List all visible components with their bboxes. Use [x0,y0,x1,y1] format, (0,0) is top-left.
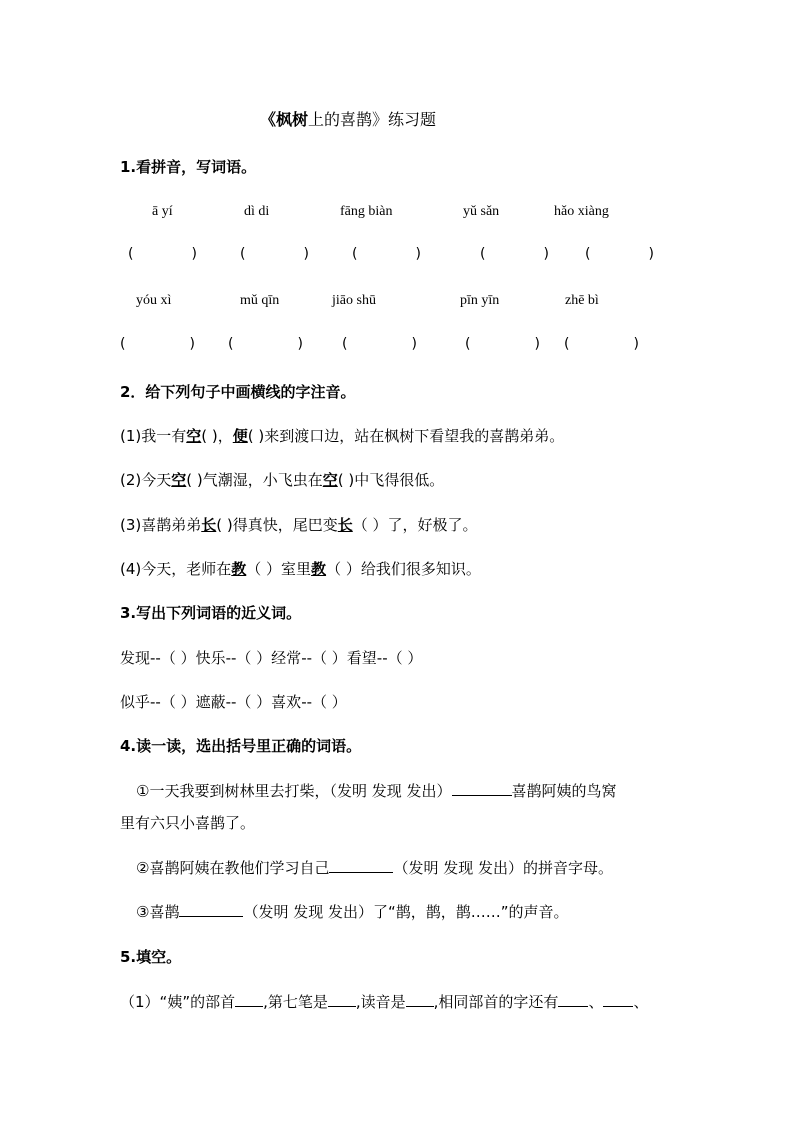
answer-bracket-2: ( ) [240,246,309,262]
q4-item-2: ②喜鹊阿姨在教他们学习自己 （发明 发现 发出）的拼音字母。 [136,859,614,877]
pinyin-yu-san: yǔ sǎn [463,204,500,219]
q5-heading: 5.填空。 [120,948,182,966]
q2-sentence-1: (1)我一有空( )，便( )来到渡口边，站在枫树下看望我的喜鹊弟弟。 [120,427,565,445]
answer-bracket-10: ( ) [564,336,639,352]
q2-sentence-3: (3)喜鹊弟弟长( )得真快，尾巴变长（ ）了，好极了。 [120,516,478,534]
fill-blank [328,992,356,1007]
pinyin-fang-bian: fāng biàn [340,204,393,219]
q2-heading: 2．给下列句子中画横线的字注音。 [120,383,356,401]
pinyin-di-di: dì di [244,204,270,219]
pinyin-a-yi: ā yí [152,204,173,219]
fill-blank [235,992,263,1007]
fill-blank [603,992,633,1007]
q3-line-2: 似乎--（ ）遮蔽--（ ）喜欢--（ ） [120,693,347,711]
target-char: 空 [186,427,202,445]
pinyin-you-xi: yóu xì [136,293,172,308]
answer-bracket-7: ( ) [228,336,303,352]
pinyin-mu-qin: mǔ qīn [240,293,280,308]
q2-sentence-4: (4)今天，老师在教（ ）室里教（ ）给我们很多知识。 [120,560,481,578]
title-part1: 《枫树 [260,110,309,129]
answer-bracket-8: ( ) [342,336,417,352]
target-char: 教 [231,560,247,578]
circled-number-1: ① [136,782,150,800]
q4-heading: 4.读一读，选出括号里正确的词语。 [120,737,362,755]
q4-item-1-cont: 里有六只小喜鹊了。 [120,814,256,832]
answer-bracket-6: ( ) [120,336,195,352]
answer-bracket-3: ( ) [352,246,421,262]
q3-heading: 3.写出下列词语的近义词。 [120,604,302,622]
target-char: 空 [322,471,338,489]
page-title [260,107,436,130]
target-char: 长 [337,516,353,534]
q3-line-1: 发现--（ ）快乐--（ ）经常--（ ）看望--（ ） [120,649,423,667]
pinyin-pin-yin: pīn yīn [460,293,500,308]
target-char: 便 [232,427,248,445]
pinyin-zhe-bi: zhē bì [565,293,599,308]
q4-item-1: ①一天我要到树林里去打柴，（发明 发现 发出） 喜鹊阿姨的鸟窝 [136,782,617,800]
q2-sentence-2: (2)今天空( )气潮湿，小飞虫在空( )中飞得很低。 [120,471,445,489]
fill-blank [329,858,393,873]
q4-item-3: ③喜鹊 （发明 发现 发出）了“鹊，鹊，鹊……”的声音。 [136,903,569,921]
q1-heading: 1.看拼音，写词语。 [120,158,257,176]
target-char: 教 [311,560,327,578]
circled-number-2: ② [136,859,150,877]
fill-blank [558,992,588,1007]
target-char: 长 [201,516,217,534]
fill-blank [406,992,434,1007]
answer-bracket-9: ( ) [465,336,540,352]
title-part2: 上的喜鹊》练习题 [308,110,437,129]
pinyin-hao-xiang: hǎo xiàng [554,204,609,219]
answer-bracket-1: ( ) [128,246,197,262]
answer-bracket-4: ( ) [480,246,549,262]
q5-line-1: （1）“姨”的部首 ,第七笔是 ,读音是 ,相同部首的字还有 、 、 [120,993,649,1011]
fill-blank [452,781,512,796]
circled-number-3: ③ [136,903,150,921]
pinyin-jiao-shu: jiāo shū [332,293,376,308]
target-char: 空 [171,471,187,489]
fill-blank [179,902,243,917]
answer-bracket-5: ( ) [585,246,654,262]
